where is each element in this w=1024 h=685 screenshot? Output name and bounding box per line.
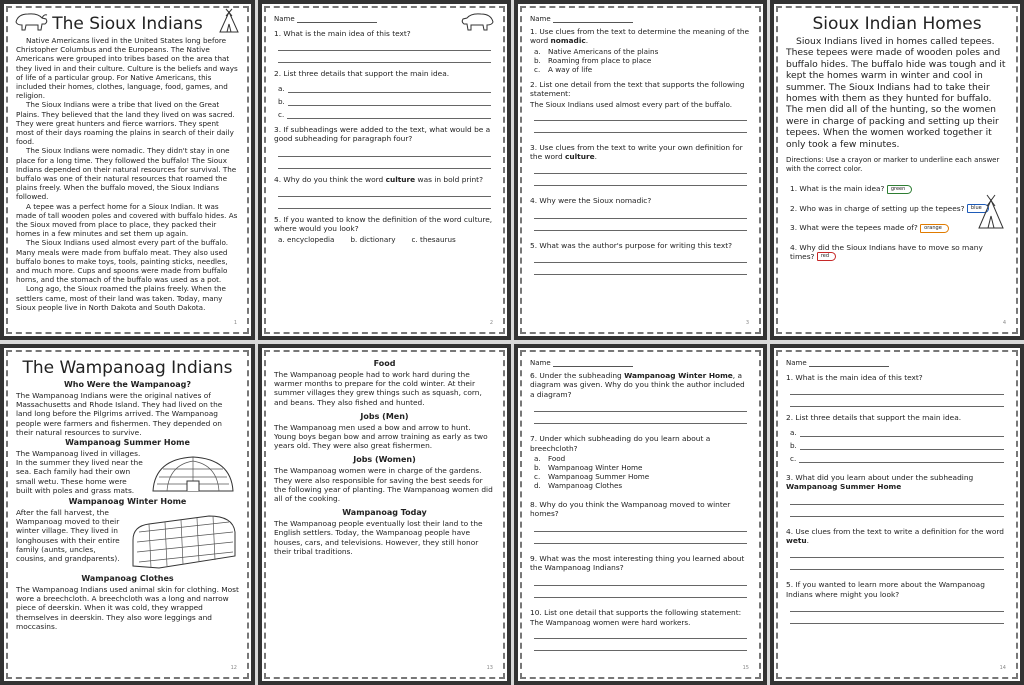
page-wampanoag-indians <box>0 344 255 685</box>
page-title: Sioux Indian Homes <box>812 14 982 34</box>
paragraph: The Sioux Indians were a tribe that lived on the Great Plains. They believed that the land they lived on was sacred. They were great hunters and fierce warriors. They spent most of their days roaming the plains in search of their daily food. <box>16 100 235 147</box>
answer-line[interactable] <box>534 574 747 586</box>
option-a[interactable]: a. Native Americans of the plains <box>534 46 659 56</box>
answer-line[interactable] <box>534 121 747 133</box>
section-text: The Wampanoag men used a bow and arrow to hunt. Young boys began bow and arrow training as early as two years old. They were also great fishermen. <box>274 422 488 451</box>
directions: Directions: Use a crayon or marker to underline each answer with the correct color. <box>786 156 1000 174</box>
tepee-icon <box>976 194 1006 230</box>
answer-line[interactable] <box>790 383 1004 395</box>
answer-line[interactable] <box>534 162 747 174</box>
section-text: After the fall harvest, the Wampanoag moved to their winter village. They lived in longhouses with their entire family (aunts, uncles, cousins, and grandparents). <box>16 508 239 563</box>
answer-line-a[interactable]: a. <box>278 80 491 93</box>
answer-line-c[interactable]: c. <box>790 450 1004 463</box>
page-number: 13 <box>486 665 493 671</box>
paragraph: Sioux Indians lived in homes called tepees. These tepees were made of wooden poles and buffalo hides. The buffalo hide was tough and it kept the homes warm in winter and cool in summer. The Sioux Indians had to take their homes with them as they hunted for buffalo. The men did all of the hunting, so the women were in charge of packing and setting up their tepees. When the women worked together it only took a few minutes. <box>786 36 1006 150</box>
orange-crayon-icon: orange <box>920 224 949 233</box>
longhouse-icon <box>129 510 239 572</box>
question-1: 1. What is the main idea? green <box>790 184 1008 194</box>
section-text: The Wampanoag people eventually lost their land to the English settlers. Today, the Wampanoag people have houses, cars, and televisions. However, they still honor their tribal traditions. <box>274 519 483 556</box>
paragraph: The Sioux Indians used almost every part of the buffalo. Many meals were made from buffalo meat. They also used buffalo bones to make toys, tools, painting sticks, needles, and much more. Cups and spoons were made from buffalo horns, and the stomach of the buffalo was used as a pot. <box>16 238 229 285</box>
answer-line[interactable] <box>790 493 1004 505</box>
answer-line[interactable] <box>790 546 1004 558</box>
name-label: Name <box>530 15 551 23</box>
answer-line[interactable] <box>534 174 747 186</box>
wetu-icon <box>147 451 239 495</box>
paragraph: A tepee was a perfect home for a Sioux Indian. It was made of tall wooden poles and covered with buffalo hides. As the Sioux moved from place to place, they packed their homes in a few minutes and set them up again. <box>16 201 238 239</box>
page-sioux-questions-2 <box>514 0 767 340</box>
answer-line[interactable] <box>534 520 747 532</box>
option-a[interactable]: a. encyclopedia <box>278 234 335 244</box>
page-wampanoag-continued <box>258 344 511 685</box>
answer-line-b[interactable]: b. <box>790 437 1004 450</box>
answer-line[interactable] <box>278 51 491 63</box>
option-b[interactable]: b. dictionary <box>350 234 396 244</box>
page-number: 12 <box>230 665 237 671</box>
section-text: The Wampanoag women were in charge of the gardens. They were also responsible for saving the best seeds for the following year of planting. The Wampanoag women did all of the cooking. <box>274 466 493 504</box>
name-label: Name <box>274 15 295 23</box>
question-4: 4. Why were the Sioux nomadic? <box>530 196 652 206</box>
paragraph: The Sioux Indians were nomadic. They didn't stay in one place for a long time. They followed the buffalo! The Sioux Indians depended on their natural resources for survival. The buffalo was one of their natural resources that roamed the plains freely. When the buffalo moved, the Sioux Indians followed. <box>16 146 237 202</box>
answer-line-b[interactable]: b. <box>278 93 491 106</box>
name-label: Name <box>530 359 551 367</box>
answer-line[interactable] <box>534 639 747 651</box>
page-sioux-indian-homes <box>770 0 1024 340</box>
answer-line-c[interactable]: c. <box>278 106 491 119</box>
page-number: 15 <box>742 665 749 671</box>
option-b[interactable]: b. Wampanoag Winter Home <box>534 463 643 473</box>
page-number: 4 <box>1002 320 1006 326</box>
name-field[interactable] <box>530 14 751 23</box>
answer-line[interactable] <box>534 532 747 544</box>
article-text <box>16 36 239 312</box>
subheading: Wampanoag Today <box>342 508 427 518</box>
answer-line[interactable] <box>278 197 491 209</box>
statement: The Wampanoag women were hard workers. <box>530 618 691 628</box>
answer-line[interactable] <box>278 185 491 197</box>
page-number: 2 <box>489 320 493 326</box>
question-3: 3. What did you learn about under the subheading Wampanoag Summer Home <box>786 472 974 492</box>
name-field[interactable] <box>786 358 1008 367</box>
answer-line[interactable] <box>534 207 747 219</box>
option-c[interactable]: c. A way of life <box>534 64 593 74</box>
answer-line[interactable] <box>278 39 491 51</box>
answer-options <box>274 235 495 244</box>
option-a[interactable]: a. Food <box>534 454 566 464</box>
question-1: 1. What is the main idea of this text? <box>274 29 411 38</box>
statement: The Sioux Indians used almost every part of the buffalo. <box>530 99 733 109</box>
answer-line-a[interactable]: a. <box>790 424 1004 437</box>
answer-line[interactable] <box>534 400 747 412</box>
question-5: 5. What was the author's purpose for writing this text? <box>530 240 733 250</box>
page-sioux-indians <box>0 0 255 340</box>
subheading: Wampanoag Winter Home <box>68 497 187 507</box>
page-wampanoag-questions-2 <box>514 344 767 685</box>
answer-line[interactable] <box>534 627 747 639</box>
answer-line[interactable] <box>534 412 747 424</box>
option-c[interactable]: c. Wampanoag Summer Home <box>534 472 650 482</box>
answer-line[interactable] <box>790 505 1004 517</box>
question-9: 9. What was the most interesting thing you learned about the Wampanoag Indians? <box>530 553 745 573</box>
green-crayon-icon: green <box>887 185 912 194</box>
question-2: 2. List three details that support the main idea. <box>786 413 962 423</box>
question-3: 3. What were the tepees made of? orange <box>790 223 1008 233</box>
option-d[interactable]: d. Wampanoag Clothes <box>534 481 623 491</box>
page-title: The Wampanoag Indians <box>22 358 233 378</box>
answer-line[interactable] <box>790 395 1004 407</box>
name-field[interactable] <box>530 358 751 367</box>
question-4: 4. Why did the Sioux Indians have to move so many times? red <box>790 242 983 261</box>
question-1: 1. Use clues from the text to determine the meaning of the word nomadic. <box>530 27 750 46</box>
article-text <box>786 36 1008 150</box>
option-c[interactable]: c. thesaurus <box>411 234 456 244</box>
answer-line[interactable] <box>534 251 747 263</box>
question-7: 7. Under which subheading do you learn about a breechcloth? <box>530 434 711 453</box>
answer-line[interactable] <box>790 600 1004 612</box>
buffalo-icon <box>12 10 50 32</box>
question-4: 4. Use clues from the text to write a definition for the word wetu. <box>786 526 1004 546</box>
question-1: 1. What is the main idea of this text? <box>786 373 923 382</box>
answer-line[interactable] <box>278 157 491 169</box>
question-2: 2. List one detail from the text that supports the following statement: <box>530 79 745 99</box>
question-3: 3. If subheadings were added to the text, what would be a good subheading for paragraph four? <box>274 124 491 144</box>
question-5: 5. If you wanted to learn more about the Wampanoag Indians where might you look? <box>786 580 985 599</box>
paragraph: Native Americans lived in the United States long before Christopher Columbus and the Europeans. The Native Americans were grouped into tribes based on the area that they lived in and their culture. Culture is the beliefs and ways of life of a particular group. For Native Americans, this included their homes, clothes, language, food, games, and religion. <box>16 36 238 101</box>
question-2: 2. Who was in charge of setting up the tepees? blue <box>790 204 1008 214</box>
answer-line[interactable] <box>534 109 747 121</box>
question-4: 4. Why do you think the word culture was in bold print? <box>274 174 484 184</box>
question-2: 2. List three details that support the main idea. <box>274 69 450 79</box>
section-text: The Wampanoag lived in villages. In the summer they lived near the sea. Each family had their own small wetu. These home were built with poles and grass mats. <box>16 449 239 495</box>
answer-line[interactable] <box>534 263 747 275</box>
question-3: 3. Use clues from the text to write your own definition for the word culture. <box>530 142 743 162</box>
question-10: 10. List one detail that supports the following statement: <box>530 607 742 617</box>
paragraph: Long ago, the Sioux roamed the plains freely. When the settlers came, most of their land was taken. Today, many Sioux people live in North Dakota and South Dakota. <box>16 284 226 312</box>
tepee-icon <box>217 8 241 34</box>
subheading: Food <box>373 359 396 368</box>
blue-crayon-icon: blue <box>967 204 989 213</box>
page-sioux-questions-1 <box>258 0 511 340</box>
page-number: 3 <box>745 320 749 326</box>
section-text: The Wampanoag Indians were the original natives of Massachusetts and Rhode Island. They had lived on the land long before the Pilgrims arrived. The Wampanoag people were farmers and fishermen. They depended on their natural resources to survive. <box>16 391 223 437</box>
name-label: Name <box>786 359 807 367</box>
question-8: 8. Why do you think the Wampanoag moved to winter homes? <box>530 500 731 519</box>
subheading: Jobs (Women) <box>353 455 416 465</box>
question-5: 5. If you wanted to know the definition of the word culture, where would you look? <box>274 215 493 234</box>
page-number: 1 <box>233 320 237 326</box>
option-b[interactable]: b. Roaming from place to place <box>534 55 652 65</box>
answer-line[interactable] <box>534 219 747 231</box>
answer-line[interactable] <box>534 586 747 598</box>
page-wampanoag-questions-1 <box>770 344 1024 685</box>
question-6: 6. Under the subheading Wampanoag Winter Home, a diagram was given. Why do you think the author included a diagram? <box>530 371 745 399</box>
answer-line[interactable] <box>278 145 491 157</box>
page-number: 14 <box>999 665 1006 671</box>
section-text: The Wampanoag Indians used animal skin for clothing. Most wore a breechcloth. A breechcloth was a long and narrow piece of deerskin. When it was cold, they wrapped themselves in deerskin. They also wore leggings and moccasins. <box>16 585 239 631</box>
page-title: The Sioux Indians <box>52 14 203 34</box>
red-crayon-icon: red <box>817 252 836 261</box>
subheading: Wampanoag Clothes <box>81 574 174 584</box>
subheading: Wampanoag Summer Home <box>65 438 190 448</box>
answer-line[interactable] <box>790 558 1004 570</box>
subheading: Who Were the Wampanoag? <box>63 380 191 389</box>
answer-line[interactable] <box>790 612 1004 624</box>
buffalo-icon <box>459 10 497 32</box>
section-text: The Wampanoag people had to work hard during the warmer months to prepare for the cold winter. At their summer villages they grew things such as squash, corn, and beans. They also fished and hunted. <box>274 370 482 407</box>
subheading: Jobs (Men) <box>360 411 409 421</box>
